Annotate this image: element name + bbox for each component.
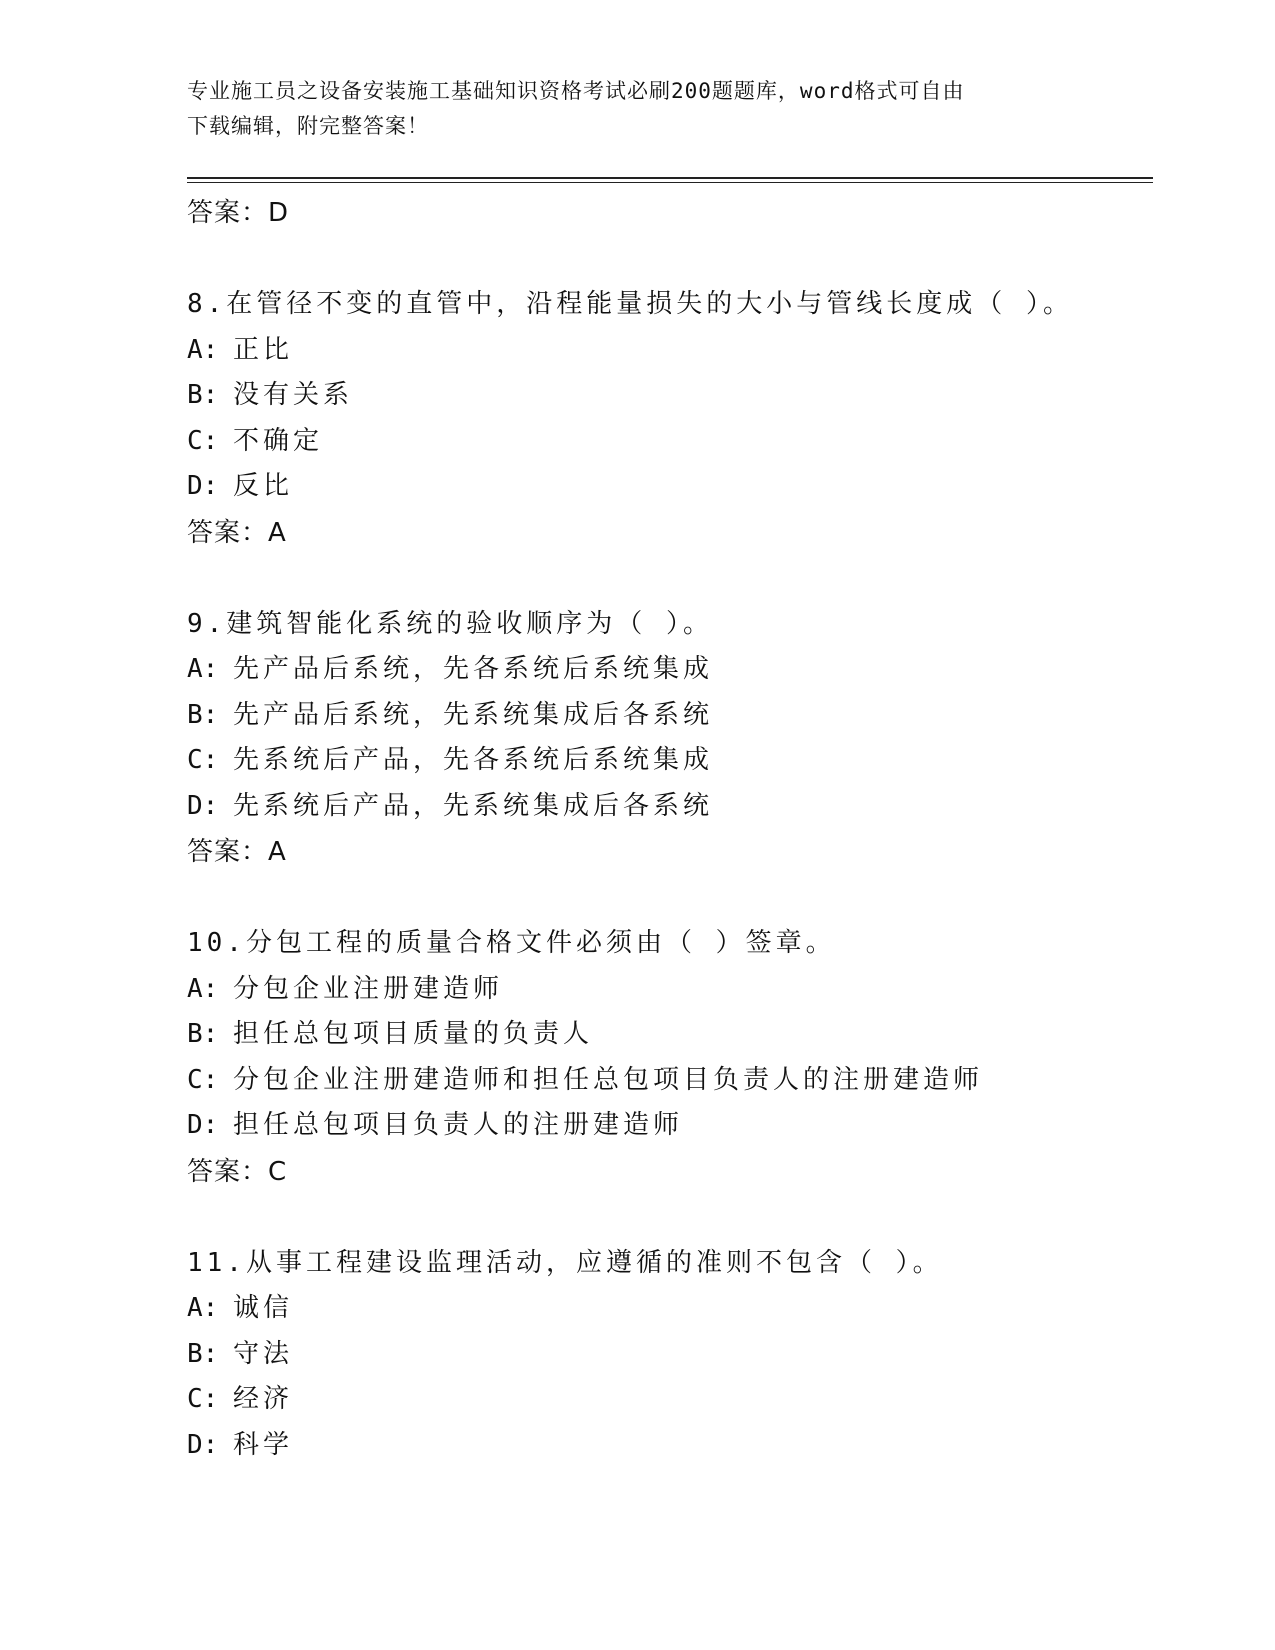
option-text: 先产品后系统，先各系统后系统集成: [233, 654, 714, 684]
option-d: [187, 784, 1153, 830]
option-d: [187, 464, 1153, 510]
option-d: [187, 1103, 1153, 1149]
option-text: 科学: [233, 1429, 294, 1460]
answer: 答案：A: [187, 837, 287, 867]
option-text: 先产品后系统，先系统集成后各系统: [233, 699, 714, 730]
option-letter: C:: [187, 1384, 219, 1414]
option-letter: D:: [187, 790, 219, 821]
option-letter: B:: [187, 1338, 219, 1369]
answer: 答案：C: [187, 1156, 288, 1187]
header-divider-thick: [187, 177, 1153, 179]
header-divider-thin: [187, 182, 1153, 183]
document-header: [187, 74, 1067, 144]
option-text: 先系统后产品，先各系统后系统集成: [233, 745, 714, 775]
option-letter: A:: [187, 654, 219, 684]
option-letter: A:: [187, 973, 219, 1004]
option-text: 经济: [233, 1384, 294, 1414]
option-c: [187, 419, 1153, 465]
option-text: 不确定: [233, 425, 324, 456]
option-text: 正比: [233, 334, 294, 365]
option-letter: C:: [187, 745, 219, 775]
option-text: 先系统后产品，先系统集成后各系统: [233, 790, 714, 821]
option-text: 担任总包项目负责人的注册建造师: [233, 1110, 684, 1140]
option-text: 担任总包项目质量的负责人: [233, 1019, 594, 1049]
option-letter: B:: [187, 1019, 219, 1049]
option-letter: A:: [187, 1293, 219, 1323]
option-text: 诚信: [233, 1293, 294, 1323]
header-line-2: 下载编辑，附完整答案！: [187, 114, 429, 138]
option-text: 分包企业注册建造师: [233, 973, 504, 1004]
question-text: 10.分包工程的质量合格文件必须由（ ）签章。: [187, 928, 836, 958]
option-letter: C:: [187, 425, 219, 456]
option-text: 反比: [233, 471, 294, 501]
previous-answer: 答案：D: [187, 198, 290, 228]
option-b: [187, 693, 1153, 739]
option-a: [187, 967, 1153, 1013]
option-text: 守法: [233, 1338, 294, 1369]
option-letter: B:: [187, 699, 219, 730]
option-text: 没有关系: [233, 380, 354, 410]
option-b: [187, 1012, 1153, 1058]
option-b: [187, 1332, 1153, 1378]
option-c: [187, 1377, 1153, 1423]
answer: 答案：A: [187, 517, 287, 548]
option-letter: D:: [187, 1110, 219, 1140]
question-text: 9.建筑智能化系统的验收顺序为（ ）。: [187, 608, 713, 639]
option-d: [187, 1423, 1153, 1469]
option-letter: A:: [187, 334, 219, 365]
question-10: [187, 921, 1153, 1195]
question-9: [187, 602, 1153, 876]
question-text: 8.在管径不变的直管中，沿程能量损失的大小与管线长度成（ ）。: [187, 289, 1073, 319]
option-letter: D:: [187, 1429, 219, 1460]
option-a: [187, 1286, 1153, 1332]
option-c: [187, 1058, 1153, 1104]
option-a: [187, 328, 1153, 374]
option-a: [187, 647, 1153, 693]
option-letter: C:: [187, 1064, 219, 1095]
option-c: [187, 738, 1153, 784]
question-11: [187, 1241, 1153, 1469]
option-letter: B:: [187, 380, 219, 410]
question-8: [187, 282, 1153, 556]
question-list: [187, 190, 1153, 1468]
header-line-1: 专业施工员之设备安装施工基础知识资格考试必刷200题题库，word格式可自由: [187, 79, 965, 103]
option-text: 分包企业注册建造师和担任总包项目负责人的注册建造师: [233, 1064, 984, 1095]
option-letter: D:: [187, 471, 219, 501]
option-b: [187, 373, 1153, 419]
question-text: 11.从事工程建设监理活动，应遵循的准则不包含（ ）。: [187, 1247, 943, 1278]
